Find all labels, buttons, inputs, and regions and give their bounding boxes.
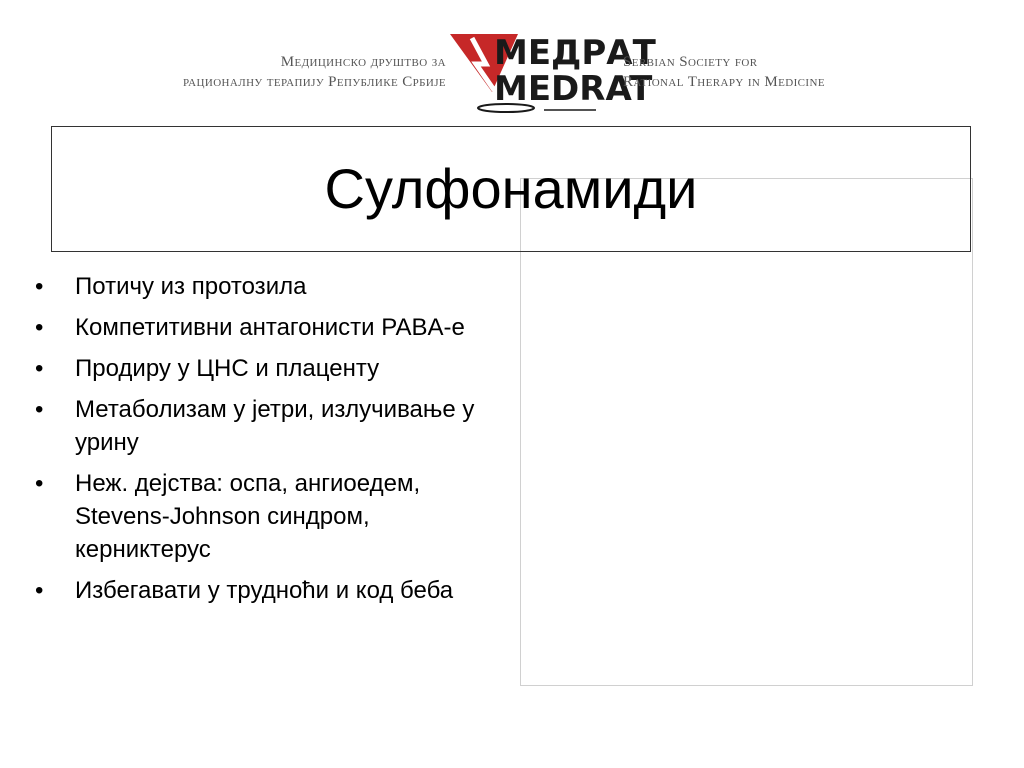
bullet-text: Неж. дејства: оспа, ангиоедем, Stevens-Johnson синдром, керниктерус [75, 470, 421, 563]
logo-text-cyrillic: МЕДРАТ [494, 33, 656, 73]
bullet-text: Потичу из протозила [75, 273, 307, 300]
bullet-dot: • [35, 396, 44, 423]
society-name-english-line2: Rational Therapy in Medicine [623, 74, 825, 90]
bullet-text: Метаболизам у јетри, излучивање у урину [75, 396, 475, 456]
title-box [51, 126, 971, 252]
bullet-item [30, 352, 510, 385]
society-name-english [623, 52, 825, 92]
image-placeholder-frame [520, 178, 973, 686]
slide-header [0, 0, 1024, 120]
bullet-dot: • [35, 314, 44, 341]
society-name-serbian-line2: рационалну терапију Републике Србије [183, 74, 446, 90]
society-name-serbian [183, 52, 446, 92]
bullet-item [30, 393, 510, 459]
bullet-list [30, 270, 510, 615]
society-name-english-line1: Serbian Society for [623, 54, 758, 70]
bullet-item [30, 270, 510, 303]
bullet-text: Компетитивни антагонисти PABA-е [75, 314, 465, 341]
society-name-serbian-line1: Медицинско друштво за [280, 54, 446, 70]
medrat-logo-graphic [448, 30, 656, 116]
bullet-item [30, 311, 510, 344]
logo-text-latin: MEDRAT [494, 69, 653, 109]
bullet-dot: • [35, 577, 44, 604]
medrat-logo [448, 30, 656, 116]
slide-title: Сулфонамиди [324, 157, 698, 220]
bullet-dot: • [35, 355, 44, 382]
bullet-item [30, 574, 510, 607]
bullet-text: Продиру у ЦНС и плаценту [75, 355, 380, 382]
bullet-item [30, 467, 510, 566]
bullet-text: Избегавати у трудноћи и код беба [75, 577, 454, 604]
bullet-dot: • [35, 470, 44, 497]
bullet-dot: • [35, 273, 44, 300]
